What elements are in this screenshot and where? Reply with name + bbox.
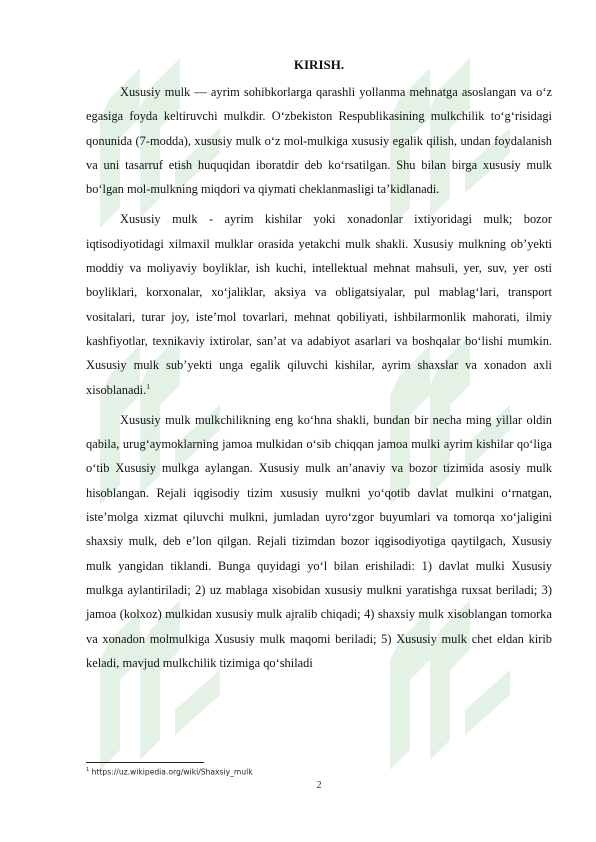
footnote-link[interactable]: https://uz.wikipedia.org/wiki/Shaxsiy_mulk <box>91 767 253 777</box>
footnote-number: 1 <box>86 767 90 773</box>
paragraph: Xususiy mulk — ayrim sohibkorlarga qarashli yollanma mehnatga asoslangan va oʻz egasiga foyda keltiruvchi mulkdir. Oʻzbekiston Respublikasining mulkchilik toʻgʻrisidagi qonunida (7-modda), xususiy mulk oʻz mol-mulkiga xususiy egalik qilish, undan foydalanish va uni tasarruf etish huquqidan iboratdir deb koʻrsatilgan. Shu bilan birga xususiy mulk boʻlgan mol-mulkning miqdori va qiymati cheklanmasligi taʼkidlanadi. <box>86 85 552 197</box>
page-title: KIRISH. <box>293 57 345 72</box>
footnote-divider <box>86 762 204 763</box>
footnote <box>86 767 253 777</box>
paragraph: Xususiy mulk mulkchilikning eng koʻhna shakli, bundan bir necha ming yillar oldin qabila, urugʻaymoklarning jamoa mulkidan oʻsib chiqqan jamoa mulki ayrim kishilar qoʻliga oʻtib Xususiy mulkga aylangan. Xususiy mulk an’anaviy va bozor tizimida asosiy mulk hisoblangan. Rejali iqgisodiy tizim xususiy mulkni yoʻqotib davlat mulkini oʻrnatgan, iste’molga xizmat qiluvchi mulkni, jumladan uyroʻzgor buyumlari va tomorqa xoʻjaligini shaxsiy mulk, deb e’lon qilgan. Rejali tizimdan bozor iqgisodiyotiga qaytilgach, Xususiy mulk yangidan tiklandi. Bunga quyidagi yoʻl bilan erishiladi: 1) davlat mulki Xususiy mulkga aylantiriladi; 2) uz mablaga xisobidan xususiy mulkni yaratishga ruxsat beriladi; 3) jamoa (kolxoz) mulkidan xususiy mulk ajralib chiqadi; 4) shaxsiy mulk xisoblangan tomorka va xonadon molmulkiga Xususiy mulk maqomi beriladi; 5) Xususiy mulk chet eldan kirib keladi, mavjud mulkchilik tizimiga qoʻshiladi <box>86 412 552 670</box>
paragraph-with-footnote <box>86 207 552 401</box>
paragraph-text: Xususiy mulk - ayrim kishilar yoki xonadonlar ixtiyoridagi mulk; bozor iqtisodiyotidagi xilmaxil mulklar orasida yetakchi mulk shakli. Xususiy mulkning ob’yekti moddiy va moliyaviy boyliklar, ish kuchi, intellektual mehnat mahsuli, yer, suv, yer osti boyliklari, korxonalar, xoʻjaliklar, aksiya va obligatsiyalar, pul mablagʻlari, transport vositalari, turar joy, iste’mol tovarlari, mehnat qobiliyati, ishbilarmonlik mahorati, ilmiy kashfiyotlar, texnikaviy ixtirolar, san’at va adabiyot asarlari va boshqalar boʻlishi mumkin. Xususiy mulk sub’yekti unga egalik qiluvchi kishilar, ayrim shaxslar va xonadon axli xisoblanadi. <box>86 212 552 397</box>
footnote-reference[interactable]: 1 <box>146 381 150 391</box>
page-number: 2 <box>316 780 322 791</box>
document-body <box>86 80 552 681</box>
